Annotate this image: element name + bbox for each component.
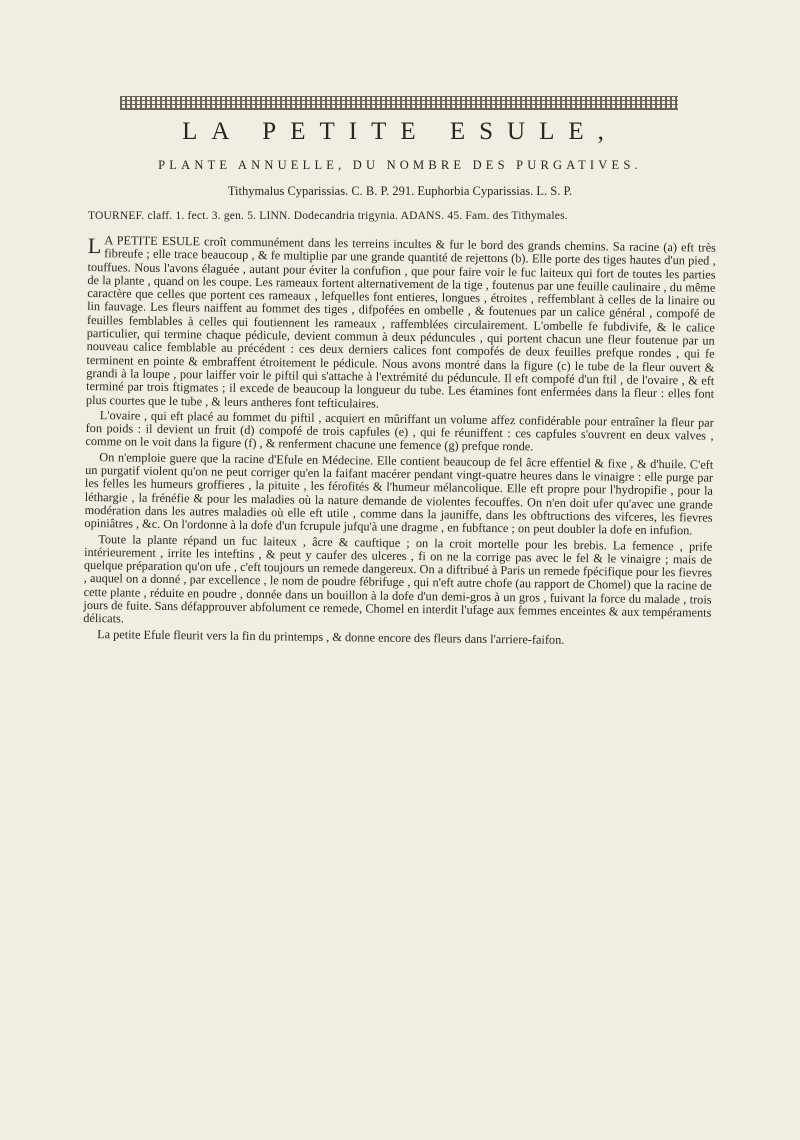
botanical-synonyms: Tithymalus Cyparissias. C. B. P. 291. Euphorbia Cyparissias. L. S. P. bbox=[227, 184, 573, 198]
decorative-header-band bbox=[120, 96, 678, 110]
paragraph-ovary: L'ovaire , qui eft placé au fommet du piftil , acquiert en mûriffant un volume affez confidérable pour entraîner la fleur par fon poids : il devient un fruit (d) compofé de trois capfules (e) , qui fe réuniffent : ces capfules s'ouvrent en deux valves , comme on le voit dans la figure (f) , & renferment chacune une femence (g) prefque ronde. bbox=[85, 408, 714, 454]
paragraph-text: A PETITE ESULE croît communément dans les terreins incultes & fur le bord des grands chemins. Sa racine (a) eft très fibreufe ; elle trace beaucoup , & fe multiplie par une grande quantité de rejettons (b). Elle porte des tiges hautes d'un pied , touffues. Nous l'avons élaguée , autant pour éviter la confufion , que pour faire voir le fuc laiteux qui fort de toutes les parties de la plante , quand on les coupe. Les rameaux fortent alternativement de la tige , foutenus par une feuille caulinaire , du même caractère que celles que portent ces rameaux , lefquelles font entieres, longues , étroites , reffemblant à celles de la linaire ou lin fauvage. Les fleurs naiffent au fommet des tiges , difpofées en ombelle , & foutenues par un calice général , compofé de feuilles femblables à celles qui foutiennent les rameaux , raffemblées circulairement. L'ombelle fe fubdivife, & le calice particulier, qui termine chaque pédicule, devient commun à deux péduncules , qui portent chacun une fleur foutenue par un nouveau calice femblable au précédent : ces deux derniers calices font compofés de deux feuilles prefque rondes , qui fe terminent en pointe & embraffent étroitement le pédicule. Nous avons montré dans la figure (c) le tube de la fleur ouvert & grandi à la loupe , pour laiffer voir le piftil qui s'attache à l'extrémité du péduncule. Il eft compofé d'un ftil , de l'ovaire , & eft terminé par trois ftigmates ; il excede de beaucoup la longueur du tube. Les étamines font enfermées dans la fleur : elles font plus courtes que le tube , & leurs antheres font tefticulaires. bbox=[85, 233, 716, 411]
paragraph-toxicity: Toute la plante répand un fuc laiteux , âcre & cauftique ; on la croit mortelle pour les brebis. La femence , prife intérieurement , irrite les inteftins , & peut y caufer des ulceres , fi on ne la corrige pas avec le fel & le vinaigre ; mais de quelque préparation qu'on ufe , c'eft toujours un remede dangereux. On a diftribué à Paris un remede fpécifique pour les fievres , auquel on a donné , par excellence , le nom de poudre fébrifuge , qui n'eft autre chofe (au rapport de Chomel) que la racine de cette plante , réduite en poudre , donnée dans un bouillon à la dofe d'un demi-gros à un gros , fuivant la force du malade , trois jours de fuite. Sans défapprouver abfolument ce remede, Chomel en interdit l'ufage aux femmes enceintes & aux tempéraments délicats. bbox=[83, 531, 713, 626]
paragraph-medicine: On n'emploie guere que la racine d'Efule en Médecine. Elle contient beaucoup de fel âcre effentiel & fixe , & d'huile. C'eft un purgatif violent qu'on ne peut corriger qu'en la faifant macérer pendant vingt-quatre heures dans le vinaigre : elle purge par les felles les humeurs groffieres , la pituite , les férofités & l'humeur mélancolique. Elle eft propre pour l'hydropifie , pour la léthargie , la frénéfie & pour les maladies où la nature demande de violentes fecouffes. On n'en doit ufer qu'avec une grande modération dans les autres maladies où elle eft utile , comme dans la jauniffe, dans les obftructions des vifceres, les fievres opiniâtres , &c. On l'ordonne à la dofe d'un fcrupule jufqu'à une dragme , en fubftance ; on peut doubler la dofe en infufion. bbox=[84, 449, 714, 538]
paragraph-flowering: La petite Efule fleurit vers la fin du printemps , & donne encore des fleurs dans l'arriere-faifon. bbox=[97, 626, 565, 647]
drop-cap: L bbox=[87, 233, 102, 259]
paragraph-description bbox=[86, 234, 716, 415]
body-text bbox=[83, 234, 716, 651]
classification-line: TOURNEF. claff. 1. fect. 3. gen. 5. LINN. Dodecandria trigynia. ADANS. 45. Fam. des Tithymales. bbox=[88, 210, 568, 222]
plant-subtitle: PLANTE ANNUELLE, DU NOMBRE DES PURGATIVES. bbox=[158, 158, 642, 172]
page-title: LA PETITE ESULE, bbox=[182, 118, 618, 145]
